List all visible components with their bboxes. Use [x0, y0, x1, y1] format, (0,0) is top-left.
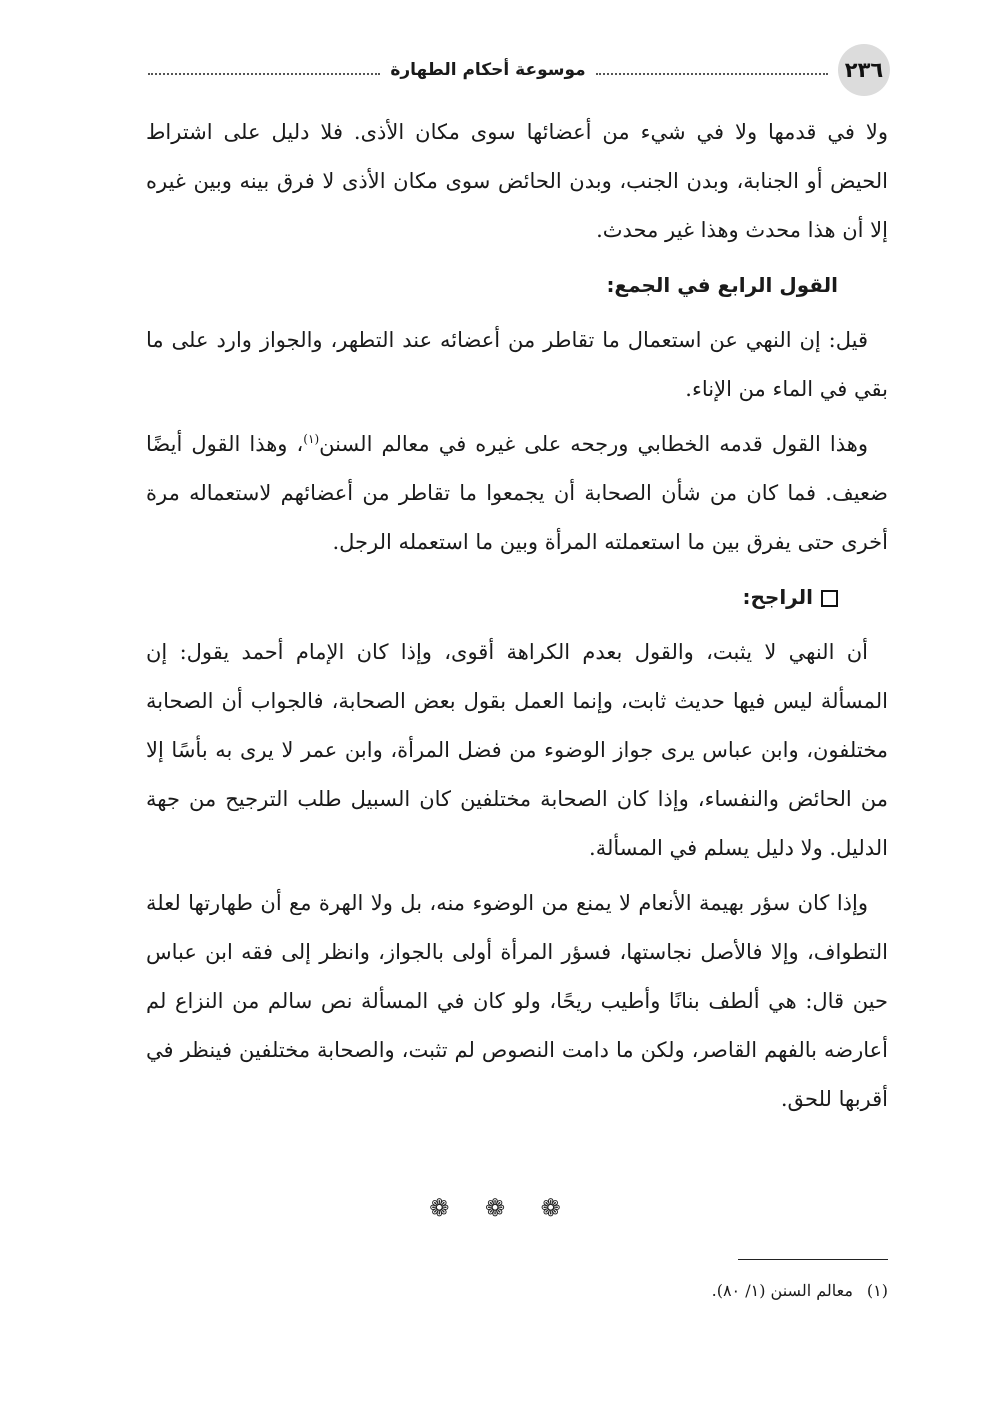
main-text	[146, 108, 888, 1130]
footnote-text: معالم السنن (١/ ٨٠).	[711, 1281, 853, 1300]
paragraph-animal-leftover: وإذا كان سؤر بهيمة الأنعام لا يمنع من الوضوء منه، بل ولا الهرة مع أن طهارتها لعلة التطواف، وإلا فالأصل نجاستها، فسؤر المرأة أولى بالجواز، وانظر إلى فقه ابن عباس حين قال: هي ألطف بنانًا وأطيب ريحًا، ولو كان في المسألة نص سالم من النزاع لم أعارضه بالفهم القاصر، ولكن ما دامت النصوص لم تثبت، والصحابة مختلفين فينظر في أقربها للحق.	[146, 891, 888, 1111]
running-header	[148, 44, 890, 96]
page-number: ٢٣٦	[844, 58, 884, 82]
paragraph-khattabi	[146, 420, 888, 567]
heading-preferred-label: الراجح:	[742, 585, 813, 609]
footnote-separator	[738, 1259, 888, 1260]
paragraph-khattabi-part-a: وهذا القول قدمه الخطابي ورجحه على غيره في معالم السنن	[319, 432, 868, 456]
footnote-reference[interactable]: (١)	[303, 432, 320, 446]
paragraph-khattabi-part-b: ، وهذا القول أيضًا ضعيف. فما كان من شأن الصحابة أن يجمعوا ما تقاطر من أعضائهم لاستعماله مرة أخرى حتى يفرق بين ما استعملته المرأة وبين ما استعمله الرجل.	[146, 432, 888, 554]
running-title: موسوعة أحكام الطهارة	[390, 60, 586, 80]
footnote-number: (١)	[866, 1281, 888, 1300]
heading-fourth-opinion: القول الرابع في الجمع:	[606, 273, 838, 297]
page-number-badge	[838, 44, 890, 96]
square-bullet-icon	[821, 590, 838, 607]
paragraph-preferred: أن النهي لا يثبت، والقول بعدم الكراهة أقوى، وإذا كان الإمام أحمد يقول: إن المسألة ليس فيها حديث ثابت، وإنما العمل بقول بعض الصحابة، فالجواب أن الصحابة مختلفون، وابن عباس يرى جواز الوضوء من فضل المرأة، وابن عمر لا يرى به بأسًا إلا من الحائض والنفساء، وإذا كان الصحابة مختلفين كان السبيل طلب الترجيح من جهة الدليل. ولا دليل يسلم في المسألة.	[146, 640, 888, 860]
footnote	[146, 1278, 888, 1304]
header-dotted-rule-left	[148, 73, 380, 75]
paragraph-continuation: ولا في قدمها ولا في شيء من أعضائها سوى مكان الأذى. فلا دليل على اشتراط الحيض أو الجنابة، وبدن الجنب، وبدن الحائض سوى مكان الأذى لا فرق بينه وبين غيره إلا أن هذا محدث وهذا غير محدث.	[146, 120, 888, 242]
paragraph-fourth-opinion: قيل: إن النهي عن استعمال ما تقاطر من أعضائه عند التطهر، والجواز وارد على ما بقي في الماء من الإناء.	[146, 328, 888, 401]
section-end-ornament: ❁ ❁ ❁	[429, 1194, 575, 1222]
header-dotted-rule-right	[596, 73, 828, 75]
heading-preferred	[146, 573, 888, 622]
